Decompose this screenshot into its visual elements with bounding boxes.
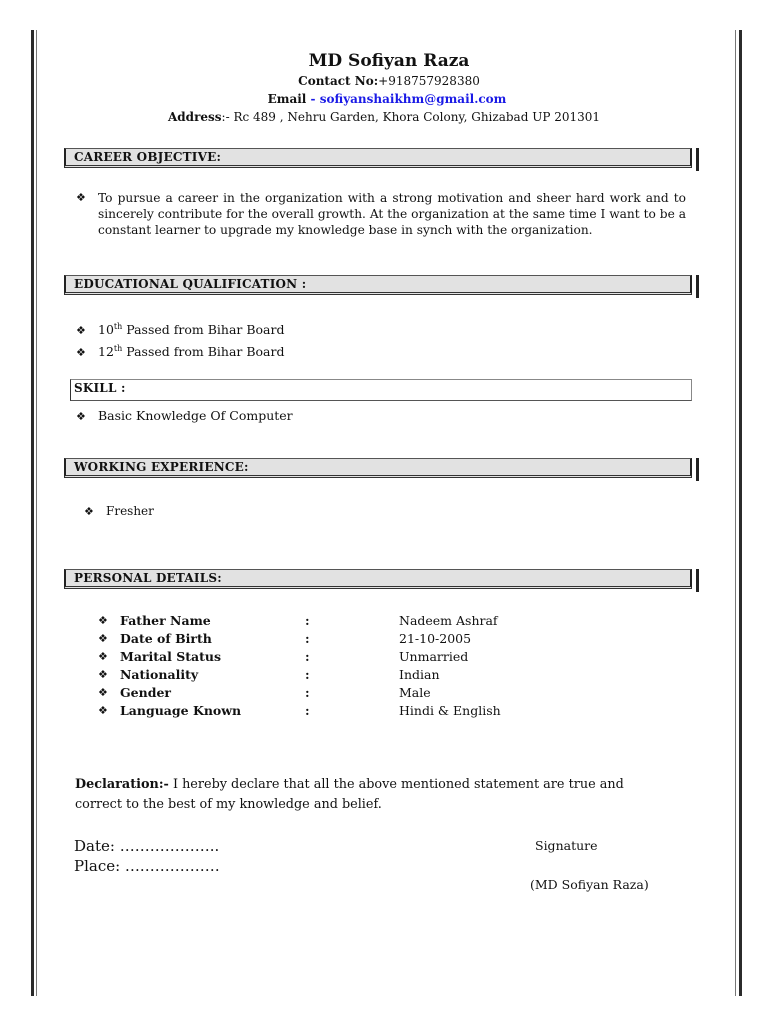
contact-line bbox=[0, 72, 768, 90]
page-border-right-inner bbox=[735, 30, 736, 996]
field-colon: : bbox=[305, 649, 310, 664]
candidate-name: MD Sofiyan Raza bbox=[308, 51, 470, 71]
diamond-bullet-icon: ❖ bbox=[76, 410, 86, 423]
address-line bbox=[0, 108, 768, 126]
section-skill bbox=[70, 379, 692, 401]
experience-list bbox=[84, 502, 154, 521]
address-value: :- Rc 489 , Nehru Garden, Khora Colony, Ghizabad UP 201301 bbox=[221, 110, 601, 124]
education-grade: 12 bbox=[98, 344, 114, 360]
skill-text: Basic Knowledge Of Computer bbox=[98, 408, 293, 423]
diamond-bullet-icon: ❖ bbox=[98, 650, 108, 663]
field-value: Indian bbox=[399, 667, 440, 682]
field-value: Hindi & English bbox=[399, 703, 501, 718]
resume-header bbox=[0, 50, 768, 126]
field-colon: : bbox=[305, 613, 310, 628]
field-label: Nationality bbox=[120, 667, 199, 682]
diamond-bullet-icon: ❖ bbox=[98, 632, 108, 645]
field-colon: : bbox=[305, 631, 310, 646]
field-label: Gender bbox=[120, 685, 171, 700]
ordinal-suffix: th bbox=[113, 322, 123, 331]
section-title: WORKING EXPERIENCE: bbox=[74, 460, 249, 474]
diamond-bullet-icon: ❖ bbox=[98, 614, 108, 627]
ordinal-suffix: th bbox=[113, 344, 123, 354]
diamond-bullet-icon: ❖ bbox=[98, 668, 108, 681]
list-item bbox=[84, 502, 154, 521]
section-career-objective bbox=[64, 148, 692, 168]
field-value: Nadeem Ashraf bbox=[399, 613, 498, 628]
section-bar-shadow bbox=[696, 458, 699, 481]
field-label: Father Name bbox=[120, 613, 211, 628]
email-link[interactable]: sofiyanshaikhm@gmail.com bbox=[319, 92, 507, 106]
section-education bbox=[64, 275, 692, 295]
section-bar-shadow bbox=[696, 148, 699, 171]
diamond-bullet-icon: ❖ bbox=[76, 346, 86, 360]
declaration-text: I hereby declare that all the above mentioned statement are true and correct to the best of my knowledge and belief. bbox=[75, 777, 624, 812]
section-title: PERSONAL DETAILS: bbox=[74, 571, 222, 585]
field-value: Male bbox=[399, 685, 431, 700]
education-list bbox=[76, 318, 285, 362]
page-border-left bbox=[31, 30, 34, 996]
list-item bbox=[76, 340, 285, 362]
contact-label: Contact No: bbox=[298, 74, 379, 88]
field-label: Date of Birth bbox=[120, 631, 212, 646]
date-line: Date: ……………….. bbox=[74, 837, 220, 855]
address-label: Address bbox=[167, 110, 222, 124]
section-working-experience bbox=[64, 458, 692, 478]
signature-name: (MD Sofiyan Raza) bbox=[530, 877, 649, 892]
education-text: Passed from Bihar Board bbox=[122, 344, 285, 360]
declaration bbox=[75, 775, 655, 815]
diamond-bullet-icon: ❖ bbox=[98, 686, 108, 699]
page-border-left-inner bbox=[36, 30, 37, 996]
email-separator: - bbox=[306, 92, 320, 106]
education-text: Passed from Bihar Board bbox=[122, 322, 285, 338]
diamond-bullet-icon: ❖ bbox=[76, 191, 86, 204]
date-place-block bbox=[74, 836, 220, 876]
field-colon: : bbox=[305, 685, 310, 700]
field-colon: : bbox=[305, 703, 310, 718]
skills-list bbox=[76, 407, 293, 426]
field-label: Marital Status bbox=[120, 649, 222, 664]
declaration-label: Declaration:- bbox=[75, 777, 169, 792]
diamond-bullet-icon: ❖ bbox=[84, 505, 94, 518]
section-title: EDUCATIONAL QUALIFICATION : bbox=[74, 277, 307, 291]
section-title: SKILL : bbox=[74, 381, 126, 395]
diamond-bullet-icon: ❖ bbox=[76, 324, 86, 338]
email-label: Email bbox=[267, 92, 307, 106]
list-item bbox=[76, 318, 285, 340]
email-line bbox=[0, 90, 768, 108]
experience-text: Fresher bbox=[106, 504, 154, 518]
contact-value: +918757928380 bbox=[378, 74, 480, 88]
diamond-bullet-icon: ❖ bbox=[98, 704, 108, 717]
field-colon: : bbox=[305, 667, 310, 682]
field-value: Unmarried bbox=[399, 649, 469, 664]
section-title: CAREER OBJECTIVE: bbox=[74, 150, 222, 164]
section-bar-shadow bbox=[696, 569, 699, 592]
page-border-right bbox=[739, 30, 742, 996]
field-label: Language Known bbox=[120, 703, 242, 718]
list-item bbox=[76, 407, 293, 426]
section-personal-details bbox=[64, 569, 692, 589]
place-line: Place: ….…………… bbox=[74, 857, 220, 875]
education-grade: 10 bbox=[98, 322, 114, 338]
career-objective-text-block bbox=[76, 190, 686, 238]
career-objective-text: To pursue a career in the organization with a strong motivation and sheer hard work and to sincerely contribute for the overall growth. At the organization at the same time I want to be a constant learner to upgrade my knowledge base in synch with the organization. bbox=[98, 191, 686, 237]
section-bar-shadow bbox=[696, 275, 699, 298]
signature-label: Signature bbox=[535, 838, 598, 853]
field-value: 21-10-2005 bbox=[399, 631, 472, 646]
